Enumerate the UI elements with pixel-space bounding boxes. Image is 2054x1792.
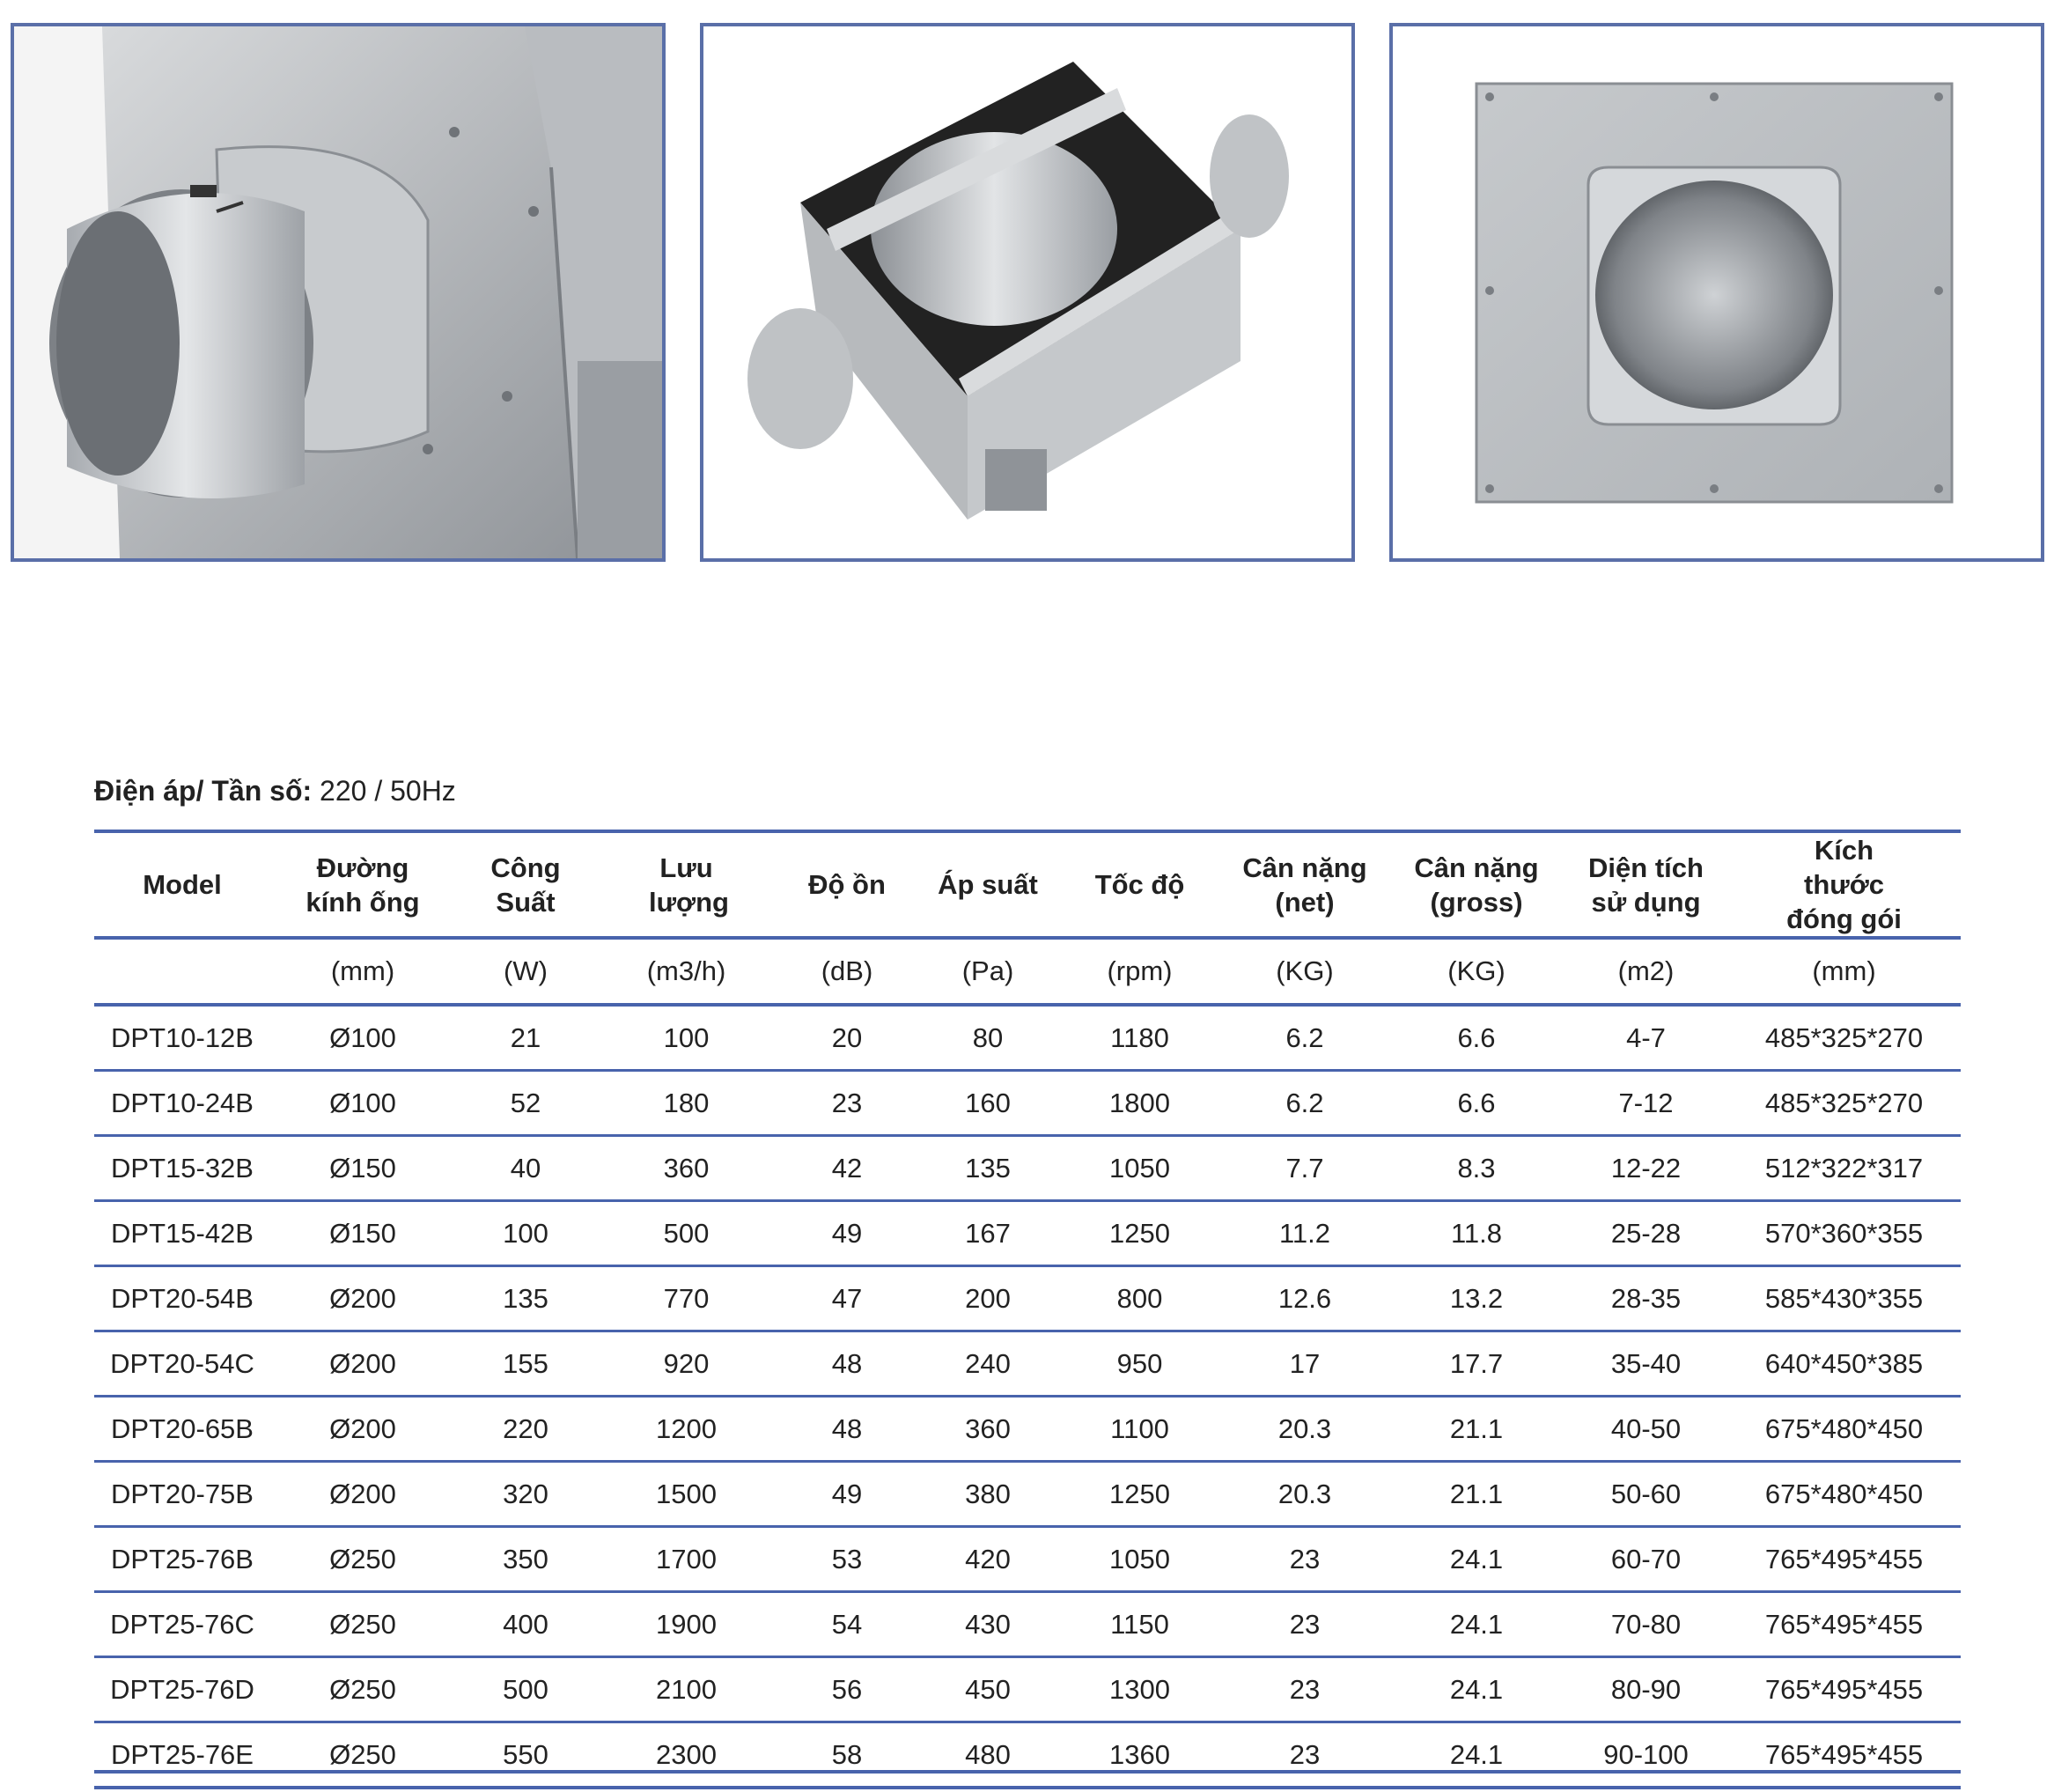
cell-package-size: 675*480*450 bbox=[1727, 1397, 1961, 1462]
table-row bbox=[94, 1136, 1961, 1201]
voltage-value: 220 / 50Hz bbox=[312, 775, 456, 807]
cell-model: DPT20-65B bbox=[94, 1397, 270, 1462]
cell-net-weight: 11.2 bbox=[1221, 1201, 1388, 1266]
cell-gross-weight: 6.6 bbox=[1388, 1005, 1564, 1071]
cell-noise: 54 bbox=[777, 1592, 917, 1657]
cell-model: DPT10-24B bbox=[94, 1071, 270, 1136]
cell-speed: 1150 bbox=[1058, 1592, 1221, 1657]
cell-power: 40 bbox=[455, 1136, 596, 1201]
cell-diameter: Ø200 bbox=[270, 1397, 455, 1462]
unit-row bbox=[94, 938, 1961, 1005]
cell-gross-weight: 21.1 bbox=[1388, 1462, 1564, 1527]
cell-airflow: 1900 bbox=[596, 1592, 777, 1657]
cell-speed: 1050 bbox=[1058, 1527, 1221, 1592]
cell-net-weight: 23 bbox=[1221, 1657, 1388, 1722]
cell-airflow: 1500 bbox=[596, 1462, 777, 1527]
cell-speed: 1800 bbox=[1058, 1071, 1221, 1136]
cell-net-weight: 6.2 bbox=[1221, 1005, 1388, 1071]
cell-speed: 1050 bbox=[1058, 1136, 1221, 1201]
cell-pressure: 160 bbox=[917, 1071, 1058, 1136]
cell-net-weight: 17 bbox=[1221, 1331, 1388, 1397]
cell-package-size: 765*495*455 bbox=[1727, 1722, 1961, 1788]
unit-gross-weight: (KG) bbox=[1388, 938, 1564, 1005]
cell-noise: 20 bbox=[777, 1005, 917, 1071]
cell-package-size: 765*495*455 bbox=[1727, 1592, 1961, 1657]
table-row bbox=[94, 1266, 1961, 1331]
cell-package-size: 640*450*385 bbox=[1727, 1331, 1961, 1397]
cell-pressure: 135 bbox=[917, 1136, 1058, 1201]
cell-area: 50-60 bbox=[1564, 1462, 1727, 1527]
table-row bbox=[94, 1462, 1961, 1527]
cell-package-size: 675*480*450 bbox=[1727, 1462, 1961, 1527]
cell-net-weight: 7.7 bbox=[1221, 1136, 1388, 1201]
cell-airflow: 100 bbox=[596, 1005, 777, 1071]
col-header-power: Công Suất bbox=[455, 831, 596, 938]
col-header-area: Diện tích sử dụng bbox=[1564, 831, 1727, 938]
cell-noise: 48 bbox=[777, 1397, 917, 1462]
voltage-label: Điện áp/ Tần số: bbox=[94, 775, 313, 807]
cell-package-size: 512*322*317 bbox=[1727, 1136, 1961, 1201]
table-row bbox=[94, 1071, 1961, 1136]
cell-pressure: 167 bbox=[917, 1201, 1058, 1266]
product-photo-front-panel bbox=[1389, 23, 2044, 562]
unit-power: (W) bbox=[455, 938, 596, 1005]
cell-diameter: Ø100 bbox=[270, 1005, 455, 1071]
cell-diameter: Ø250 bbox=[270, 1657, 455, 1722]
cell-area: 80-90 bbox=[1564, 1657, 1727, 1722]
cell-airflow: 180 bbox=[596, 1071, 777, 1136]
cell-speed: 1180 bbox=[1058, 1005, 1221, 1071]
cell-airflow: 1200 bbox=[596, 1397, 777, 1462]
table-row bbox=[94, 1722, 1961, 1788]
cell-diameter: Ø150 bbox=[270, 1201, 455, 1266]
col-header-pressure: Áp suất bbox=[917, 831, 1058, 938]
unit-airflow: (m3/h) bbox=[596, 938, 777, 1005]
col-header-package-size: Kích thước đóng gói bbox=[1727, 831, 1961, 938]
cell-pressure: 360 bbox=[917, 1397, 1058, 1462]
cell-package-size: 765*495*455 bbox=[1727, 1527, 1961, 1592]
cell-area: 35-40 bbox=[1564, 1331, 1727, 1397]
cell-airflow: 1700 bbox=[596, 1527, 777, 1592]
cell-diameter: Ø200 bbox=[270, 1331, 455, 1397]
cell-gross-weight: 21.1 bbox=[1388, 1397, 1564, 1462]
unit-area: (m2) bbox=[1564, 938, 1727, 1005]
cell-model: DPT10-12B bbox=[94, 1005, 270, 1071]
cell-noise: 42 bbox=[777, 1136, 917, 1201]
cell-pressure: 240 bbox=[917, 1331, 1058, 1397]
cell-gross-weight: 13.2 bbox=[1388, 1266, 1564, 1331]
cell-speed: 950 bbox=[1058, 1331, 1221, 1397]
cell-power: 400 bbox=[455, 1592, 596, 1657]
cell-speed: 1250 bbox=[1058, 1201, 1221, 1266]
unit-package-size: (mm) bbox=[1727, 938, 1961, 1005]
cell-package-size: 570*360*355 bbox=[1727, 1201, 1961, 1266]
cell-noise: 58 bbox=[777, 1722, 917, 1788]
cell-area: 7-12 bbox=[1564, 1071, 1727, 1136]
col-header-airflow: Lưu lượng bbox=[596, 831, 777, 938]
cell-gross-weight: 8.3 bbox=[1388, 1136, 1564, 1201]
table-row bbox=[94, 1331, 1961, 1397]
cell-diameter: Ø250 bbox=[270, 1527, 455, 1592]
cell-model: DPT20-54C bbox=[94, 1331, 270, 1397]
table-bottom-rule bbox=[94, 1770, 1961, 1774]
cell-package-size: 585*430*355 bbox=[1727, 1266, 1961, 1331]
cell-gross-weight: 24.1 bbox=[1388, 1722, 1564, 1788]
unit-pressure: (Pa) bbox=[917, 938, 1058, 1005]
cell-power: 135 bbox=[455, 1266, 596, 1331]
cell-gross-weight: 24.1 bbox=[1388, 1592, 1564, 1657]
product-photo-open-box bbox=[700, 23, 1355, 562]
unit-diameter: (mm) bbox=[270, 938, 455, 1005]
cell-model: DPT25-76D bbox=[94, 1657, 270, 1722]
col-header-speed: Tốc độ bbox=[1058, 831, 1221, 938]
cell-net-weight: 20.3 bbox=[1221, 1462, 1388, 1527]
cell-gross-weight: 24.1 bbox=[1388, 1657, 1564, 1722]
cell-net-weight: 23 bbox=[1221, 1592, 1388, 1657]
cell-airflow: 770 bbox=[596, 1266, 777, 1331]
cell-airflow: 920 bbox=[596, 1331, 777, 1397]
cell-noise: 23 bbox=[777, 1071, 917, 1136]
cell-airflow: 360 bbox=[596, 1136, 777, 1201]
cell-net-weight: 12.6 bbox=[1221, 1266, 1388, 1331]
cell-diameter: Ø150 bbox=[270, 1136, 455, 1201]
cell-speed: 1250 bbox=[1058, 1462, 1221, 1527]
table-row bbox=[94, 1592, 1961, 1657]
cell-net-weight: 6.2 bbox=[1221, 1071, 1388, 1136]
col-header-model: Model bbox=[94, 831, 270, 938]
cell-power: 500 bbox=[455, 1657, 596, 1722]
unit-model bbox=[94, 938, 270, 1005]
cell-noise: 47 bbox=[777, 1266, 917, 1331]
cell-speed: 1300 bbox=[1058, 1657, 1221, 1722]
cell-model: DPT20-54B bbox=[94, 1266, 270, 1331]
cell-power: 320 bbox=[455, 1462, 596, 1527]
unit-net-weight: (KG) bbox=[1221, 938, 1388, 1005]
cell-speed: 800 bbox=[1058, 1266, 1221, 1331]
cell-airflow: 2100 bbox=[596, 1657, 777, 1722]
cell-power: 155 bbox=[455, 1331, 596, 1397]
cell-area: 28-35 bbox=[1564, 1266, 1727, 1331]
cell-noise: 56 bbox=[777, 1657, 917, 1722]
table-row bbox=[94, 1657, 1961, 1722]
cell-net-weight: 20.3 bbox=[1221, 1397, 1388, 1462]
cell-area: 70-80 bbox=[1564, 1592, 1727, 1657]
cell-diameter: Ø250 bbox=[270, 1722, 455, 1788]
table-row bbox=[94, 1397, 1961, 1462]
cell-model: DPT15-42B bbox=[94, 1201, 270, 1266]
cell-noise: 53 bbox=[777, 1527, 917, 1592]
cell-package-size: 485*325*270 bbox=[1727, 1005, 1961, 1071]
cell-power: 550 bbox=[455, 1722, 596, 1788]
cell-pressure: 450 bbox=[917, 1657, 1058, 1722]
cell-model: DPT20-75B bbox=[94, 1462, 270, 1527]
col-header-diameter: Đường kính ống bbox=[270, 831, 455, 938]
spec-table bbox=[94, 830, 1961, 1789]
cell-power: 21 bbox=[455, 1005, 596, 1071]
table-row bbox=[94, 1005, 1961, 1071]
cell-power: 350 bbox=[455, 1527, 596, 1592]
cell-noise: 49 bbox=[777, 1201, 917, 1266]
cell-power: 220 bbox=[455, 1397, 596, 1462]
cell-pressure: 200 bbox=[917, 1266, 1058, 1331]
header-row bbox=[94, 831, 1961, 938]
cell-gross-weight: 11.8 bbox=[1388, 1201, 1564, 1266]
cell-pressure: 420 bbox=[917, 1527, 1058, 1592]
cell-area: 90-100 bbox=[1564, 1722, 1727, 1788]
cell-model: DPT25-76B bbox=[94, 1527, 270, 1592]
cell-noise: 48 bbox=[777, 1331, 917, 1397]
cell-diameter: Ø250 bbox=[270, 1592, 455, 1657]
cell-airflow: 500 bbox=[596, 1201, 777, 1266]
cell-noise: 49 bbox=[777, 1462, 917, 1527]
unit-speed: (rpm) bbox=[1058, 938, 1221, 1005]
col-header-net-weight: Cân nặng (net) bbox=[1221, 831, 1388, 938]
table-row bbox=[94, 1527, 1961, 1592]
spec-table-body bbox=[94, 1005, 1961, 1788]
voltage-frequency bbox=[94, 775, 456, 808]
cell-pressure: 380 bbox=[917, 1462, 1058, 1527]
cell-area: 12-22 bbox=[1564, 1136, 1727, 1201]
cell-pressure: 430 bbox=[917, 1592, 1058, 1657]
col-header-gross-weight: Cân nặng (gross) bbox=[1388, 831, 1564, 938]
cell-gross-weight: 6.6 bbox=[1388, 1071, 1564, 1136]
cell-model: DPT25-76C bbox=[94, 1592, 270, 1657]
cell-area: 4-7 bbox=[1564, 1005, 1727, 1071]
cell-gross-weight: 17.7 bbox=[1388, 1331, 1564, 1397]
cell-area: 60-70 bbox=[1564, 1527, 1727, 1592]
cell-area: 25-28 bbox=[1564, 1201, 1727, 1266]
cell-package-size: 485*325*270 bbox=[1727, 1071, 1961, 1136]
table-row bbox=[94, 1201, 1961, 1266]
cell-net-weight: 23 bbox=[1221, 1527, 1388, 1592]
cell-airflow: 2300 bbox=[596, 1722, 777, 1788]
product-photo-duct-collar bbox=[11, 23, 666, 562]
cell-package-size: 765*495*455 bbox=[1727, 1657, 1961, 1722]
cell-pressure: 80 bbox=[917, 1005, 1058, 1071]
cell-model: DPT25-76E bbox=[94, 1722, 270, 1788]
cell-speed: 1360 bbox=[1058, 1722, 1221, 1788]
cell-diameter: Ø100 bbox=[270, 1071, 455, 1136]
col-header-noise: Độ ồn bbox=[777, 831, 917, 938]
cell-speed: 1100 bbox=[1058, 1397, 1221, 1462]
cell-gross-weight: 24.1 bbox=[1388, 1527, 1564, 1592]
cell-pressure: 480 bbox=[917, 1722, 1058, 1788]
cell-diameter: Ø200 bbox=[270, 1462, 455, 1527]
cell-area: 40-50 bbox=[1564, 1397, 1727, 1462]
cell-power: 52 bbox=[455, 1071, 596, 1136]
cell-model: DPT15-32B bbox=[94, 1136, 270, 1201]
unit-noise: (dB) bbox=[777, 938, 917, 1005]
cell-diameter: Ø200 bbox=[270, 1266, 455, 1331]
cell-net-weight: 23 bbox=[1221, 1722, 1388, 1788]
cell-power: 100 bbox=[455, 1201, 596, 1266]
